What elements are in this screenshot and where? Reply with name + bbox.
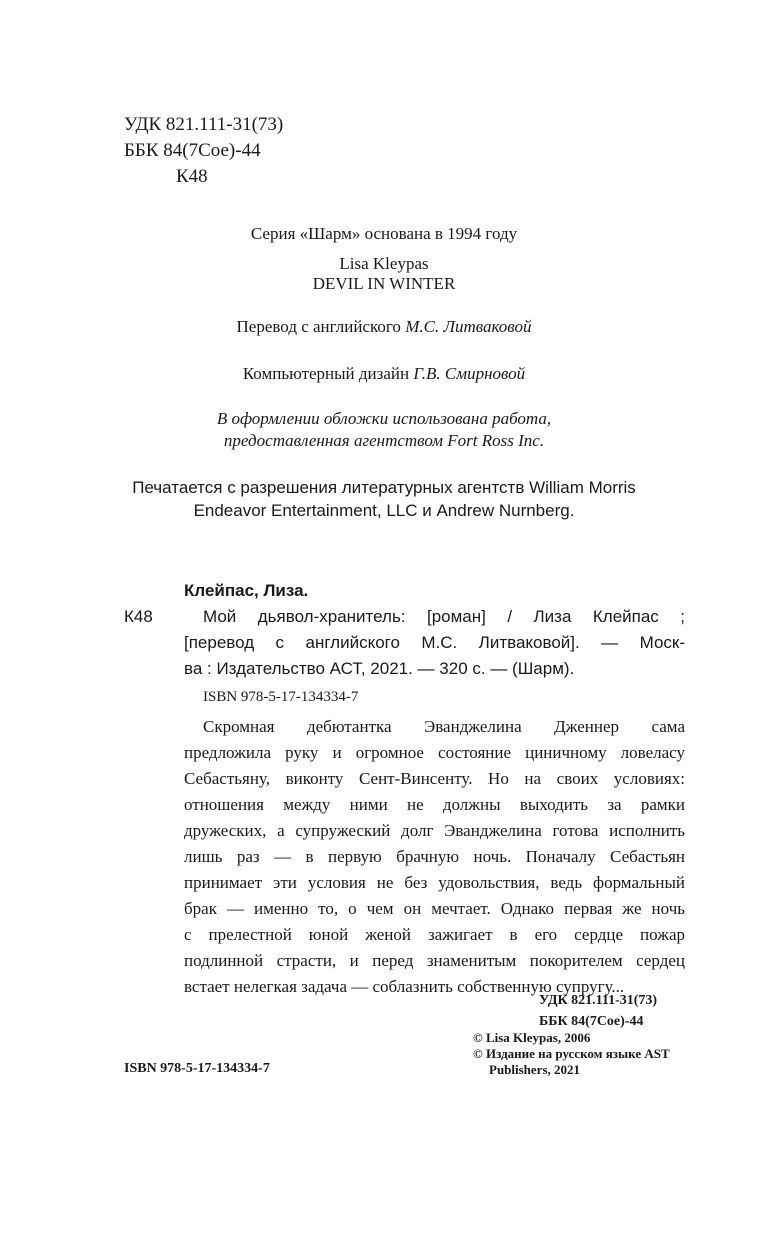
translator-name: М.С. Литваковой <box>405 317 532 336</box>
abstract-line: лишь раз — в первую брачную ночь. Поначалу Себастьян <box>184 847 685 866</box>
abstract-line: предложила руку и огромное состояние циничному ловеласу <box>184 743 685 762</box>
catalog-entry-line-2: [перевод с английского М.С. Литваковой]. — Моск- <box>184 633 685 652</box>
original-author: Lisa Kleypas <box>339 254 429 273</box>
copyright-edition: © Издание на русском языке AST <box>473 1046 670 1061</box>
author-sign: К48 <box>176 166 208 187</box>
translation-credit <box>0 317 768 337</box>
abstract-line: подлинной страсти, и перед знаменитым покорителем сердец <box>184 951 685 970</box>
abstract-line: принимает эти условия не без удовольствия, ведь формальный <box>184 873 685 892</box>
abstract-line: брак — именно то, о чем он мечтает. Однако первая же ночь <box>184 899 685 918</box>
catalog-isbn: ISBN 978-5-17-134334-7 <box>203 689 359 705</box>
catalog-entry-line-1: Мой дьявол-хранитель: [роман] / Лиза Клейпас ; <box>203 607 685 626</box>
rights-line-2: Endeavor Entertainment, LLC и Andrew Nurnberg. <box>193 501 575 520</box>
abstract-line: Скромная дебютантка Эванджелина Дженнер сама <box>203 717 685 736</box>
abstract <box>184 714 685 1000</box>
catalog-heading: Клейпас, Лиза. <box>184 581 309 600</box>
abstract-line: дружеских, а супружеский долг Эванджелина готова исполнить <box>184 821 685 840</box>
catalog-sign: К48 <box>124 607 153 626</box>
footer-bbk: ББК 84(7Сое)-44 <box>539 1014 644 1029</box>
copyright-publisher: Publishers, 2021 <box>489 1062 581 1077</box>
original-title: DEVIL IN WINTER <box>312 274 456 293</box>
copyright-author: © Lisa Kleypas, 2006 <box>473 1030 591 1045</box>
translation-prefix: Перевод с английского <box>236 317 406 336</box>
udk-code: УДК 821.111-31(73) <box>124 114 284 135</box>
abstract-line: Себастьяну, виконту Сент-Винсенту. Но на своих условиях: <box>184 769 685 788</box>
rights-line-1: Печатается с разрешения литературных агентств William Morris <box>132 478 636 497</box>
footer-isbn: ISBN 978-5-17-134334-7 <box>124 1061 270 1076</box>
catalog-entry-line-3: ва : Издательство АСТ, 2021. — 320 с. — (Шарм). <box>184 659 575 678</box>
footer-udk: УДК 821.111-31(73) <box>539 993 658 1008</box>
abstract-line: встает нелегкая задача — соблазнить собственную супругу... <box>184 977 625 996</box>
series-note: Серия «Шарм» основана в 1994 году <box>250 224 518 243</box>
cover-credit-line-1: В оформлении обложки использована работа, <box>216 409 552 428</box>
bbk-code: ББК 84(7Сое)-44 <box>124 140 261 161</box>
design-prefix: Компьютерный дизайн <box>242 364 414 383</box>
abstract-line: отношения между ними не должны выходить за рамки <box>184 795 685 814</box>
design-credit <box>0 364 768 384</box>
abstract-line: с прелестной юной женой зажигает в его сердце пожар <box>184 925 685 944</box>
cover-credit-line-2: предоставленная агентством Fort Ross Inc. <box>223 431 545 450</box>
designer-name: Г.В. Смирновой <box>413 364 526 383</box>
